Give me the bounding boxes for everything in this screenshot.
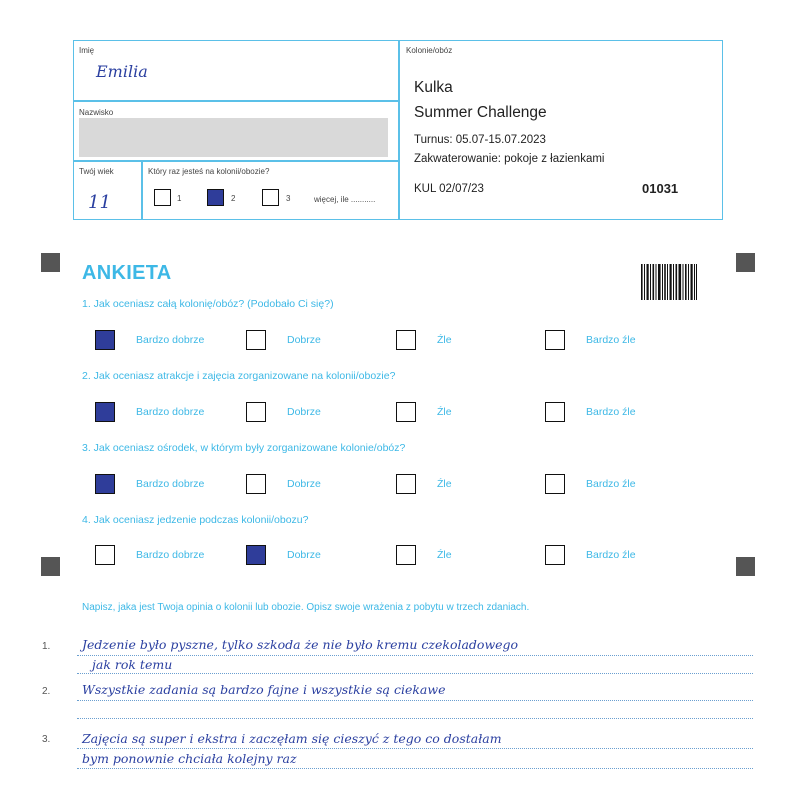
answer-line [77, 768, 753, 769]
q2-zle-checkbox[interactable] [396, 402, 416, 422]
q4-bardzo-zle-checkbox[interactable] [545, 545, 565, 565]
header-divider [398, 40, 400, 220]
times-option-1-checkbox[interactable] [154, 189, 171, 206]
q3-dobrze-label: Dobrze [287, 478, 321, 490]
q3-bardzo-dobrze-label: Bardzo dobrze [136, 478, 205, 490]
q2-bardzo-dobrze-checkbox[interactable] [95, 402, 115, 422]
times-option-1-label: 1 [177, 194, 182, 203]
camp-code: KUL 02/07/23 [414, 183, 484, 195]
question-1-text: 1. Jak oceniasz całą kolonię/obóz? (Podobało Ci się?) [82, 298, 334, 310]
q3-zle-checkbox[interactable] [396, 474, 416, 494]
times-option-3-label: 3 [286, 194, 291, 203]
q3-bardzo-dobrze-checkbox[interactable] [95, 474, 115, 494]
turnus-dates: Turnus: 05.07-15.07.2023 [414, 134, 546, 146]
q2-bardzo-zle-label: Bardzo źle [586, 406, 636, 418]
answer-line [77, 700, 753, 701]
q4-bardzo-dobrze-label: Bardzo dobrze [136, 549, 205, 561]
times-option-2-checkbox[interactable] [207, 189, 224, 206]
q4-dobrze-checkbox[interactable] [246, 545, 266, 565]
answer-line [77, 748, 753, 749]
answer-1-number: 1. [42, 641, 51, 652]
answer-2-number: 2. [42, 686, 51, 697]
first-name-field[interactable]: Emilia [96, 62, 148, 81]
q1-bardzo-dobrze-label: Bardzo dobrze [136, 334, 205, 346]
registration-mark [41, 557, 60, 576]
camp-title: Summer Challenge [414, 104, 547, 121]
answer-2-line-1[interactable]: Wszystkie zadania są bardzo fajne i wszystkie są ciekawe [82, 682, 446, 697]
times-more-field[interactable]: więcej, ile ........... [314, 195, 376, 204]
q4-bardzo-dobrze-checkbox[interactable] [95, 545, 115, 565]
q1-bardzo-zle-checkbox[interactable] [545, 330, 565, 350]
first-name-label: Imię [79, 46, 95, 55]
q1-bardzo-zle-label: Bardzo źle [586, 334, 636, 346]
answer-3-line-2[interactable]: bym ponownie chciała kolejny raz [82, 751, 297, 766]
registration-mark [41, 253, 60, 272]
survey-title: ANKIETA [82, 262, 172, 284]
registration-mark [736, 253, 755, 272]
q2-zle-label: Źle [437, 406, 452, 418]
camp-label: Kolonie/obóz [406, 46, 453, 55]
q3-bardzo-zle-label: Bardzo źle [586, 478, 636, 490]
times-option-2-label: 2 [231, 194, 236, 203]
q2-dobrze-label: Dobrze [287, 406, 321, 418]
q2-bardzo-dobrze-label: Bardzo dobrze [136, 406, 205, 418]
q4-zle-label: Źle [437, 549, 452, 561]
q1-dobrze-checkbox[interactable] [246, 330, 266, 350]
q1-dobrze-label: Dobrze [287, 334, 321, 346]
header-divider [73, 100, 399, 102]
q3-bardzo-zle-checkbox[interactable] [545, 474, 565, 494]
q3-zle-label: Źle [437, 478, 452, 490]
answer-3-line-1[interactable]: Zajęcia są super i ekstra i zaczęłam się cieszyć z tego co dostałam [82, 731, 502, 746]
q1-bardzo-dobrze-checkbox[interactable] [95, 330, 115, 350]
q4-zle-checkbox[interactable] [396, 545, 416, 565]
surname-label: Nazwisko [79, 108, 114, 117]
answer-line [77, 655, 753, 656]
times-option-3-checkbox[interactable] [262, 189, 279, 206]
question-4-text: 4. Jak oceniasz jedzenie podczas kolonii/obozu? [82, 514, 309, 526]
q3-dobrze-checkbox[interactable] [246, 474, 266, 494]
barcode-icon [641, 264, 697, 300]
age-field[interactable]: 11 [88, 192, 111, 213]
accommodation-info: Zakwaterowanie: pokoje z łazienkami [414, 153, 605, 165]
age-label: Twój wiek [79, 167, 114, 176]
question-3-text: 3. Jak oceniasz ośrodek, w którym były zorganizowane kolonie/obóz? [82, 442, 406, 454]
times-at-camp-label: Który raz jesteś na kolonii/obozie? [148, 167, 270, 176]
answer-3-number: 3. [42, 734, 51, 745]
q4-bardzo-zle-label: Bardzo źle [586, 549, 636, 561]
form-number: 01031 [642, 181, 679, 196]
header-divider [73, 160, 399, 162]
q4-dobrze-label: Dobrze [287, 549, 321, 561]
answer-line [77, 718, 753, 719]
camp-name: Kulka [414, 79, 453, 96]
answer-1-line-1[interactable]: Jedzenie było pyszne, tylko szkoda że nie było kremu czekoladowego [82, 637, 519, 652]
header-divider [141, 160, 143, 220]
q2-bardzo-zle-checkbox[interactable] [545, 402, 565, 422]
surname-redacted-field[interactable] [79, 118, 388, 157]
q1-zle-label: Źle [437, 334, 452, 346]
answer-1-line-2[interactable]: jak rok temu [92, 657, 173, 672]
registration-mark [736, 557, 755, 576]
answer-line [77, 673, 753, 674]
q2-dobrze-checkbox[interactable] [246, 402, 266, 422]
opinion-prompt: Napisz, jaka jest Twoja opinia o kolonii lub obozie. Opisz swoje wrażenia z pobytu w trzech zdaniach. [82, 602, 530, 613]
question-2-text: 2. Jak oceniasz atrakcje i zajęcia zorganizowane na kolonii/obozie? [82, 370, 396, 382]
q1-zle-checkbox[interactable] [396, 330, 416, 350]
